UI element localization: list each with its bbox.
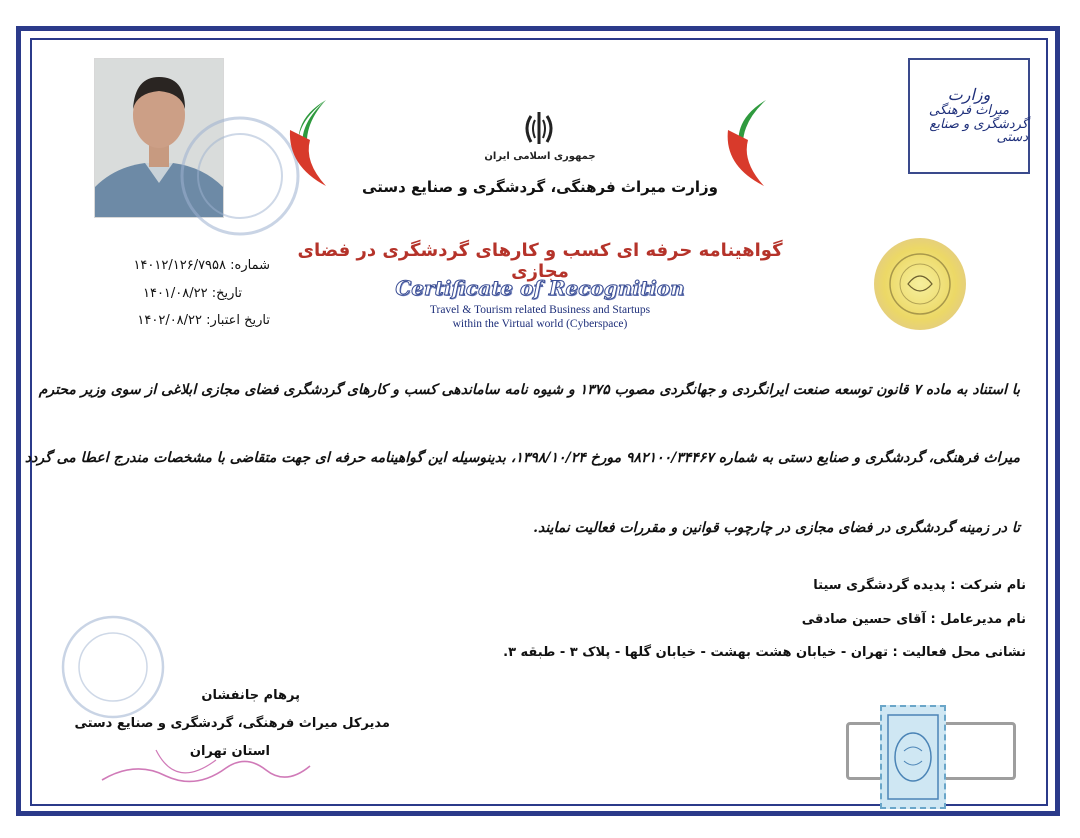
subtitle-line-1: Travel & Tourism related Business and Startups [429, 304, 651, 316]
ministry-logo [908, 58, 1030, 174]
logo-line-1: وزارت [947, 85, 991, 105]
revenue-stamp [880, 705, 946, 809]
validity-row [70, 313, 270, 328]
ministry-heading: وزارت میراث فرهنگی، گردشگری و صنایع دستی [362, 178, 718, 196]
company-label: نام شرکت : [950, 578, 1026, 593]
body-line-3: تا در زمینه گردشگری در فضای مجازی در چارچوب قوانین و مقررات فعالیت نمایند. [533, 520, 1020, 536]
address-label: نشانی محل فعالیت : [892, 645, 1026, 660]
address-value: تهران - خیابان هشت بهشت - خیابان گلها - پلاک ۳ - طبقه ۳. [503, 645, 888, 660]
company-value: پدیده گردشگری سیتا [813, 578, 946, 593]
logo-line-3: گردشگری و صنایع دستی [929, 116, 1028, 146]
number-label: شماره: [230, 258, 270, 273]
revenue-stamp-emblem-icon [882, 707, 944, 807]
logo-line-2: میراث فرهنگی [928, 102, 1010, 118]
faint-official-stamp-icon [58, 612, 168, 722]
iran-emblem-icon [519, 108, 559, 148]
signer-province: استان تهران [189, 744, 270, 759]
manager-value: آقای حسین صادقی [801, 612, 926, 627]
number-row [70, 258, 270, 273]
gold-hologram-seal [874, 238, 966, 330]
body-line-1: با استناد به ماده ۷ قانون توسعه صنعت ایرانگردی و جهانگردی مصوب ۱۳۷۵ و شیوه نامه ساماندهی کسب و کارهای گردشگری فضای مجازی ابلاغی از سوی وزیر محترم [38, 382, 1020, 398]
left-flag-swoosh-icon [286, 96, 348, 190]
manager-row [420, 612, 1026, 627]
date-row [70, 286, 242, 301]
signer-name: پرهام جانفشان [201, 688, 300, 703]
certificate-title-en: Certificate of Recognition [395, 276, 685, 300]
emblem-caption: جمهوری اسلامی ایران [484, 151, 596, 162]
company-row [420, 578, 1026, 593]
number-value: ۱۴۰۱۲/۱۲۶/۷۹۵۸ [133, 258, 227, 273]
address-row [420, 645, 1026, 660]
certificate-title-fa: گواهینامه حرفه ای کسب و کارهای گردشگری در فضای مجازی [297, 240, 783, 282]
manager-label: نام مدیرعامل : [930, 612, 1026, 627]
body-line-2: میراث فرهنگی، گردشگری و صنایع دستی به شماره ۹۸۲۱۰۰/۳۴۴۶۷ مورخ ۱۳۹۸/۱۰/۲۴، بدینوسیله این گواهینامه حرفه ای جهت متقاضی با مشخصات مندرج اعطا می گردد [24, 450, 1020, 466]
right-flag-swoosh-icon [722, 96, 784, 190]
subtitle-line-2: within the Virtual world (Cyberspace) [452, 317, 628, 330]
validity-value: ۱۴۰۲/۰۸/۲۲ [137, 313, 203, 328]
faint-round-stamp-icon [176, 112, 304, 240]
date-label: تاریخ: [211, 286, 242, 301]
signature-scribble-icon [96, 730, 316, 800]
seal-emblem-icon [874, 238, 966, 330]
signer-title: مدیرکل میراث فرهنگی، گردشگری و صنایع دستی [74, 716, 390, 731]
validity-label: تاریخ اعتبار: [206, 313, 270, 328]
date-value: ۱۴۰۱/۰۸/۲۲ [142, 286, 208, 301]
certificate-subtitle-en [380, 304, 700, 332]
